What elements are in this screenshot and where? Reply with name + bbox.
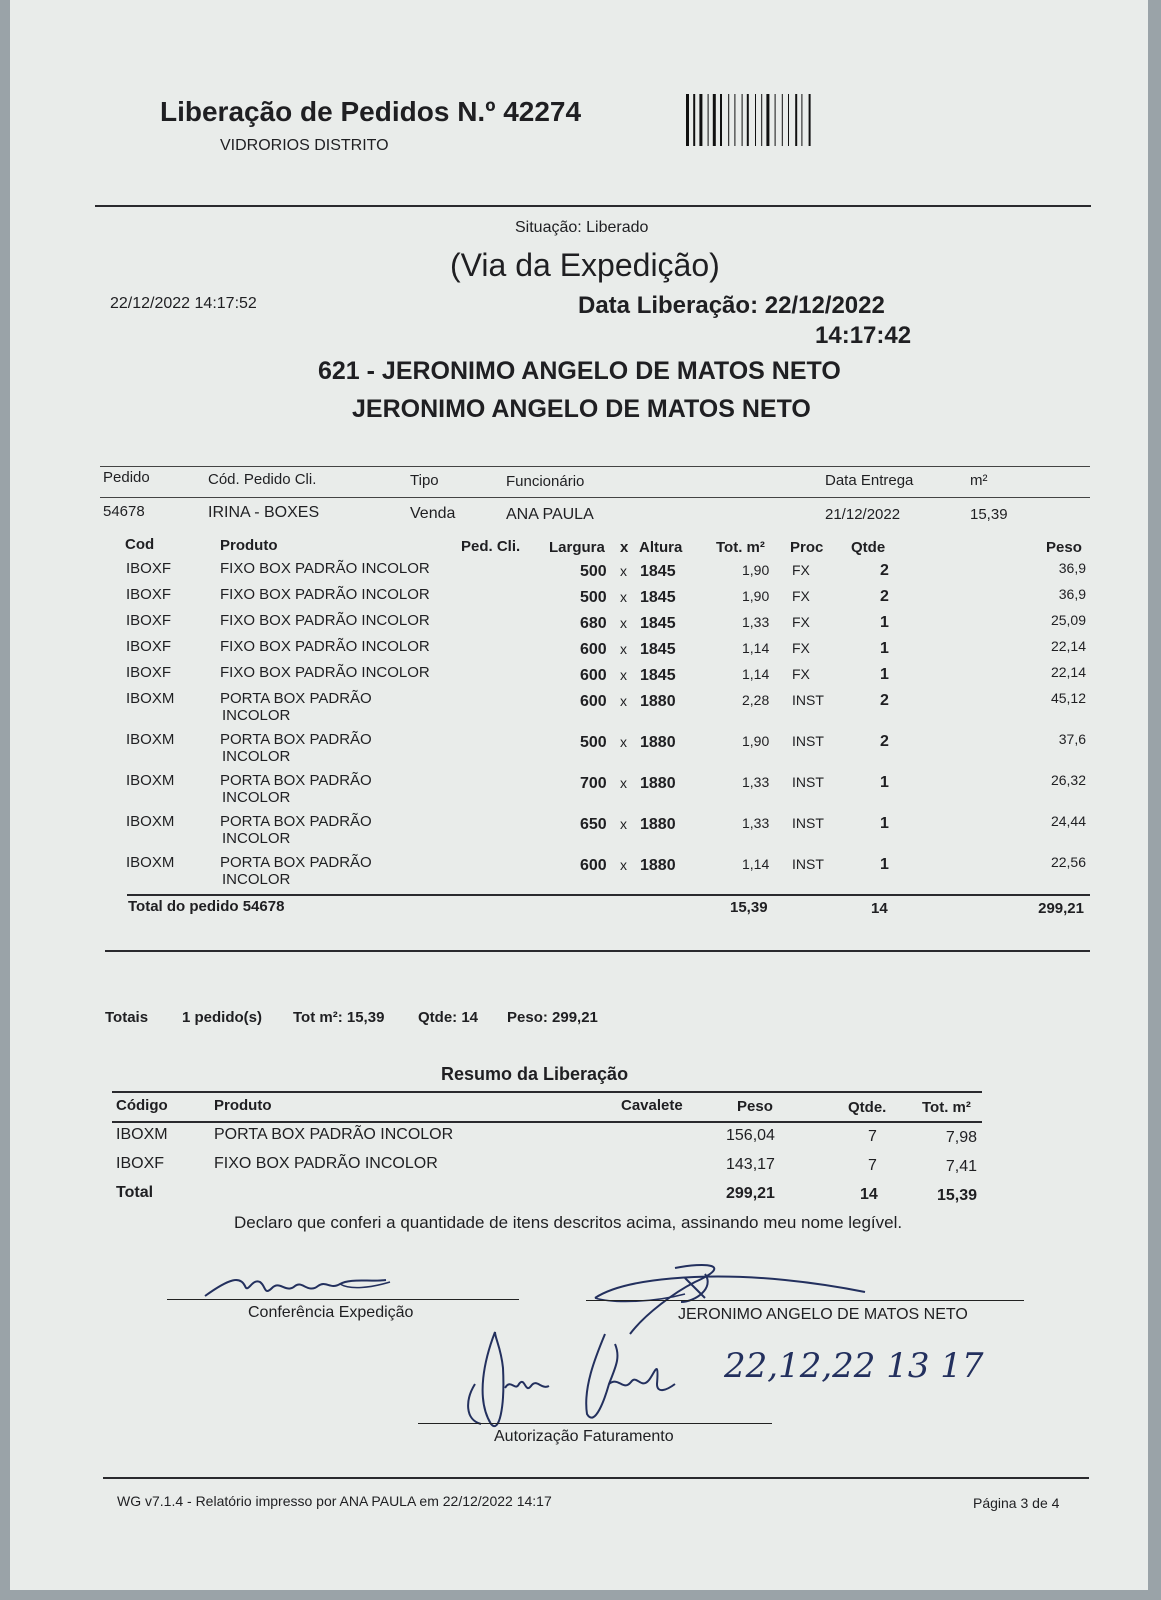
data-entrega-value: 21/12/2022 [825,506,901,523]
order-total-label: Total do pedido 54678 [128,898,285,915]
item-cod: IBOXM [126,690,175,707]
item-qtde: 1 [880,815,889,832]
item-tot-m2: 1,14 [742,640,770,656]
col-tipo: Tipo [410,472,439,489]
print-timestamp: 22/12/2022 14:17:52 [110,295,257,312]
item-produto: FIXO BOX PADRÃO INCOLOR [220,664,430,681]
item-largura: 650 [580,816,607,833]
item-cod: IBOXM [126,731,175,748]
item-qtde: 2 [880,692,889,709]
barcode-bar [761,94,762,146]
barcode-bar [766,94,769,146]
item-altura: 1845 [640,641,676,658]
item-row [0,813,1161,853]
signature-cliente [585,1258,885,1338]
items-col-peso: Peso [1046,539,1082,556]
totais-label: Totais [105,1009,149,1026]
sig-line-conferencia [167,1299,519,1300]
resumo-total-qtde: 14 [860,1186,878,1203]
m2-value: 15,39 [970,506,1008,523]
items-col-ped-cli: Ped. Cli. [461,538,521,555]
item-tot-m2: 1,90 [742,562,770,578]
item-x: x [620,667,627,683]
resumo-row-peso: 156,04 [726,1127,775,1144]
barcode-bar [788,94,789,146]
item-produto: FIXO BOX PADRÃO INCOLOR [220,638,430,655]
item-row [0,772,1161,812]
barcode-bar [782,94,783,146]
barcode-bar [720,94,722,146]
item-row [0,690,1161,730]
signature-autorizacao [455,1328,695,1438]
item-peso: 22,14 [1050,664,1086,680]
item-altura: 1880 [640,857,676,874]
col-cod-pedido-cli: Cód. Pedido Cli. [208,471,317,488]
tipo-value: Venda [410,505,456,522]
items-col-cod: Cod [125,536,155,553]
item-tot-m2: 2,28 [742,692,770,708]
item-x: x [620,857,627,873]
resumo-header-line [112,1121,982,1123]
item-x: x [620,589,627,605]
item-proc: FX [792,666,810,682]
order-header-bottom-line [100,497,1090,498]
items-col-qtde: Qtde [851,539,886,556]
situacao-label: Situação: Liberado [515,219,649,236]
items-col-altura: Altura [639,539,683,556]
item-tot-m2: 1,33 [742,815,770,831]
item-peso: 45,12 [1050,690,1086,706]
barcode-bar [795,94,797,146]
item-tot-m2: 1,14 [742,666,770,682]
item-cod: IBOXF [126,586,172,603]
item-row [0,854,1161,894]
resumo-row-codigo: IBOXF [116,1155,165,1172]
item-produto-line2: INCOLOR [222,830,291,847]
resumo-row-codigo: IBOXM [116,1126,168,1143]
item-proc: INST [792,774,824,790]
item-altura: 1880 [640,734,676,751]
item-x: x [620,641,627,657]
item-cod: IBOXM [126,813,175,830]
item-cod: IBOXM [126,854,175,871]
item-qtde: 2 [880,733,889,750]
item-produto: PORTA BOX PADRÃO [220,813,372,830]
item-qtde: 1 [880,856,889,873]
page-number: Página 3 de 4 [973,1495,1060,1511]
totais-peso: Peso: 299,21 [507,1009,598,1026]
item-qtde: 2 [880,562,889,579]
resumo-col-qtde: Qtde. [848,1099,887,1116]
items-col-x: x [620,539,629,556]
order-total-line [127,894,1090,896]
resumo-row-qtde: 7 [868,1157,877,1174]
item-cod: IBOXF [126,560,172,577]
item-x: x [620,816,627,832]
via-label: (Via da Expedição) [450,247,720,283]
resumo-total-peso: 299,21 [726,1185,775,1202]
totais-pedidos: 1 pedido(s) [182,1009,263,1026]
item-altura: 1845 [640,615,676,632]
item-proc: FX [792,562,810,578]
item-altura: 1880 [640,775,676,792]
col-m2: m² [970,472,988,489]
funcionario-value: ANA PAULA [506,506,594,523]
resumo-total-label: Total [116,1184,154,1201]
item-proc: INST [792,815,824,831]
item-cod: IBOXF [126,612,172,629]
barcode-bar [755,94,756,146]
item-produto: PORTA BOX PADRÃO [220,854,372,871]
barcode-bar [693,94,695,146]
items-col-produto: Produto [220,537,278,554]
item-proc: INST [792,856,824,872]
document-title: Liberação de Pedidos N.º 42274 [160,96,582,127]
resumo-total-tot: 15,39 [936,1187,977,1204]
totais-m2: Tot m²: 15,39 [293,1009,385,1026]
item-altura: 1880 [640,693,676,710]
cliente-name-label: JERONIMO ANGELO DE MATOS NETO [678,1306,968,1323]
col-pedido: Pedido [103,469,150,486]
items-col-largura: Largura [549,539,605,556]
barcode-bar [734,94,735,146]
item-produto: FIXO BOX PADRÃO INCOLOR [220,560,430,577]
resumo-title: Resumo da Liberação [441,1064,629,1084]
barcode-bar [686,94,689,146]
item-altura: 1845 [640,667,676,684]
barcode [686,94,862,146]
order-total-m2: 15,39 [730,899,768,916]
conferencia-label: Conferência Expedição [248,1304,414,1321]
item-peso: 22,56 [1050,854,1086,870]
item-x: x [620,563,627,579]
item-tot-m2: 1,14 [742,856,770,872]
item-tot-m2: 1,33 [742,614,770,630]
item-peso: 36,9 [1058,560,1086,576]
item-produto: PORTA BOX PADRÃO [220,772,372,789]
resumo-row-qtde: 7 [868,1128,877,1145]
barcode-bar [775,94,776,146]
resumo-col-peso: Peso [737,1098,773,1115]
items-col-tot-m2: Tot. m² [716,539,765,556]
item-cod: IBOXM [126,772,175,789]
company-name: VIDRORIOS DISTRITO [220,137,389,154]
item-largura: 680 [580,615,607,632]
barcode-bar [801,94,802,146]
pedido-value: 54678 [103,503,145,520]
item-produto: PORTA BOX PADRÃO [220,690,372,707]
resumo-col-produto: Produto [214,1097,272,1114]
resumo-row-tot: 7,98 [945,1129,977,1146]
item-largura: 600 [580,857,607,874]
resumo-col-codigo: Código [116,1097,168,1114]
item-altura: 1845 [640,589,676,606]
item-peso: 24,44 [1050,813,1086,829]
order-total-qtde: 14 [871,900,888,917]
item-tot-m2: 1,33 [742,774,770,790]
totais-qtde: Qtde: 14 [418,1009,479,1026]
item-peso: 22,14 [1050,638,1086,654]
client-name-line1: 621 - JERONIMO ANGELO DE MATOS NETO [318,357,841,385]
resumo-row-tot: 7,41 [945,1158,977,1175]
item-produto-line2: INCOLOR [222,871,291,888]
footer-text: WG v7.1.4 - Relatório impresso por ANA PAULA em 22/12/2022 14:17 [117,1493,552,1509]
barcode-bar [699,94,702,146]
item-x: x [620,775,627,791]
item-tot-m2: 1,90 [742,588,770,604]
resumo-top-line [112,1091,982,1093]
item-largura: 500 [580,589,607,606]
item-qtde: 2 [880,588,889,605]
declaration-text: Declaro que conferi a quantidade de itens descritos acima, assinando meu nome legível. [234,1213,903,1232]
barcode-bar [708,94,709,146]
item-produto: FIXO BOX PADRÃO INCOLOR [220,612,430,629]
cod-pedido-cli-value: IRINA - BOXES [208,504,320,521]
items-end-line [105,950,1090,952]
item-peso: 37,6 [1058,731,1086,747]
item-x: x [620,615,627,631]
order-header-top-line [100,466,1090,467]
item-largura: 500 [580,563,607,580]
item-qtde: 1 [880,614,889,631]
item-produto-line2: INCOLOR [222,707,291,724]
order-total-peso: 299,21 [1038,900,1084,917]
items-col-proc: Proc [790,539,824,556]
barcode-bar [809,94,811,146]
item-altura: 1880 [640,816,676,833]
item-cod: IBOXF [126,664,172,681]
item-peso: 25,09 [1050,612,1086,628]
item-row [0,731,1161,771]
barcode-bar [713,94,716,146]
item-produto-line2: INCOLOR [222,748,291,765]
item-x: x [620,693,627,709]
barcode-bar [728,94,729,146]
resumo-row-produto: FIXO BOX PADRÃO INCOLOR [214,1155,438,1172]
item-produto: PORTA BOX PADRÃO [220,731,372,748]
sig-line-autorizacao [418,1423,772,1424]
header-divider [95,205,1091,207]
client-name-line2: JERONIMO ANGELO DE MATOS NETO [352,395,811,423]
data-liberacao: Data Liberação: 22/12/2022 [578,292,885,319]
item-proc: FX [792,588,810,604]
resumo-col-tot-m2: Tot. m² [922,1099,971,1116]
data-liberacao-time: 14:17:42 [815,322,912,349]
item-altura: 1845 [640,563,676,580]
item-largura: 500 [580,734,607,751]
item-largura: 600 [580,667,607,684]
item-largura: 700 [580,775,607,792]
item-qtde: 1 [880,666,889,683]
item-proc: INST [792,692,824,708]
item-x: x [620,734,627,750]
item-cod: IBOXF [126,638,172,655]
handwritten-date: 22,12,22 13 17 [724,1346,984,1386]
autorizacao-label: Autorização Faturamento [494,1428,674,1445]
item-produto: FIXO BOX PADRÃO INCOLOR [220,586,430,603]
item-qtde: 1 [880,774,889,791]
item-peso: 36,9 [1058,586,1086,602]
resumo-col-cavalete: Cavalete [621,1097,683,1114]
sig-line-cliente [586,1300,1024,1301]
item-proc: FX [792,640,810,656]
item-qtde: 1 [880,640,889,657]
resumo-row-peso: 143,17 [726,1156,775,1173]
col-data-entrega: Data Entrega [825,472,914,489]
item-proc: INST [792,733,824,749]
footer-line [103,1477,1089,1479]
item-tot-m2: 1,90 [742,733,770,749]
item-produto-line2: INCOLOR [222,789,291,806]
barcode-bar [742,94,743,146]
item-largura: 600 [580,641,607,658]
item-peso: 26,32 [1050,772,1086,788]
barcode-bar [747,94,749,146]
item-largura: 600 [580,693,607,710]
col-funcionario: Funcionário [506,473,585,490]
item-proc: FX [792,614,810,630]
resumo-row-produto: PORTA BOX PADRÃO INCOLOR [214,1126,454,1143]
